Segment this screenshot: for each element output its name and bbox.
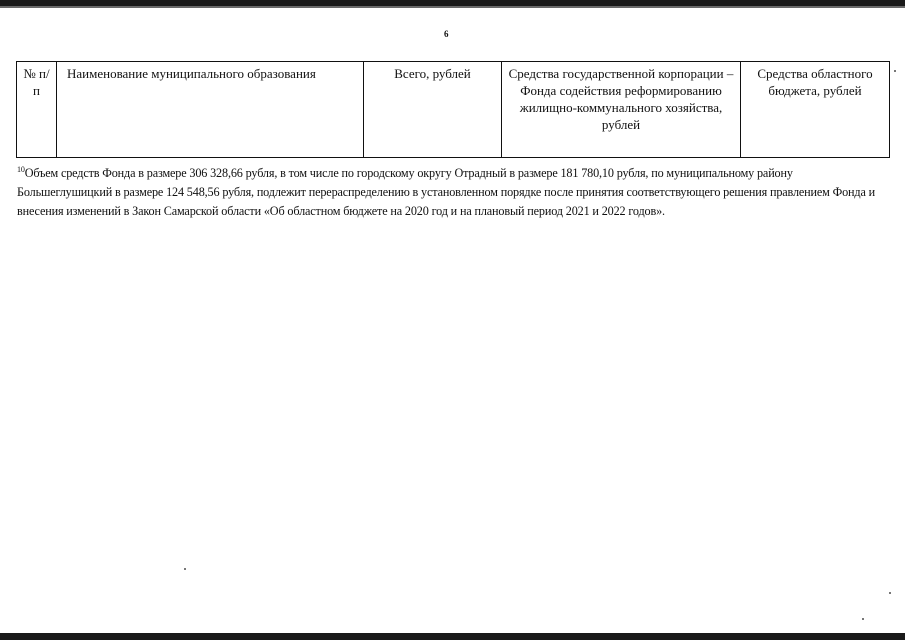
header-number: № п/п <box>17 62 57 158</box>
scan-speck <box>184 568 186 570</box>
footnote <box>17 160 887 221</box>
page-number: 6 <box>444 29 449 39</box>
scan-speck <box>889 592 891 594</box>
header-regional-budget: Средства областного бюджета, рублей <box>741 62 890 158</box>
header-fund-resources: Средства государственной корпорации – Фонда содействия реформированию жилищно-коммунального хозяйства, рублей <box>502 62 741 158</box>
table-header-row <box>17 62 890 158</box>
footnote-marker: 10 <box>17 165 25 174</box>
scan-bottom-edge <box>0 633 905 640</box>
footnote-text: Объем средств Фонда в размере 306 328,66 рубля, в том числе по городскому округу Отрадный в размере 181 780,10 рубля, по муниципальному району Большеглушицкий в размере 124 548,56 рубля, подлежит перераспределению в установленном порядке после принятия соответствующего решения правлением Фонда и внесения изменений в Закон Самарской области «Об областном бюджете на 2020 год и на плановый период 2021 и 2022 годов». <box>17 166 875 218</box>
header-total: Всего, рублей <box>364 62 502 158</box>
funding-table <box>16 61 890 158</box>
scan-speck <box>862 618 864 620</box>
scan-top-edge <box>0 0 905 6</box>
scan-speck <box>894 70 896 72</box>
header-municipality-name: Наименование муниципального образования <box>57 62 364 158</box>
